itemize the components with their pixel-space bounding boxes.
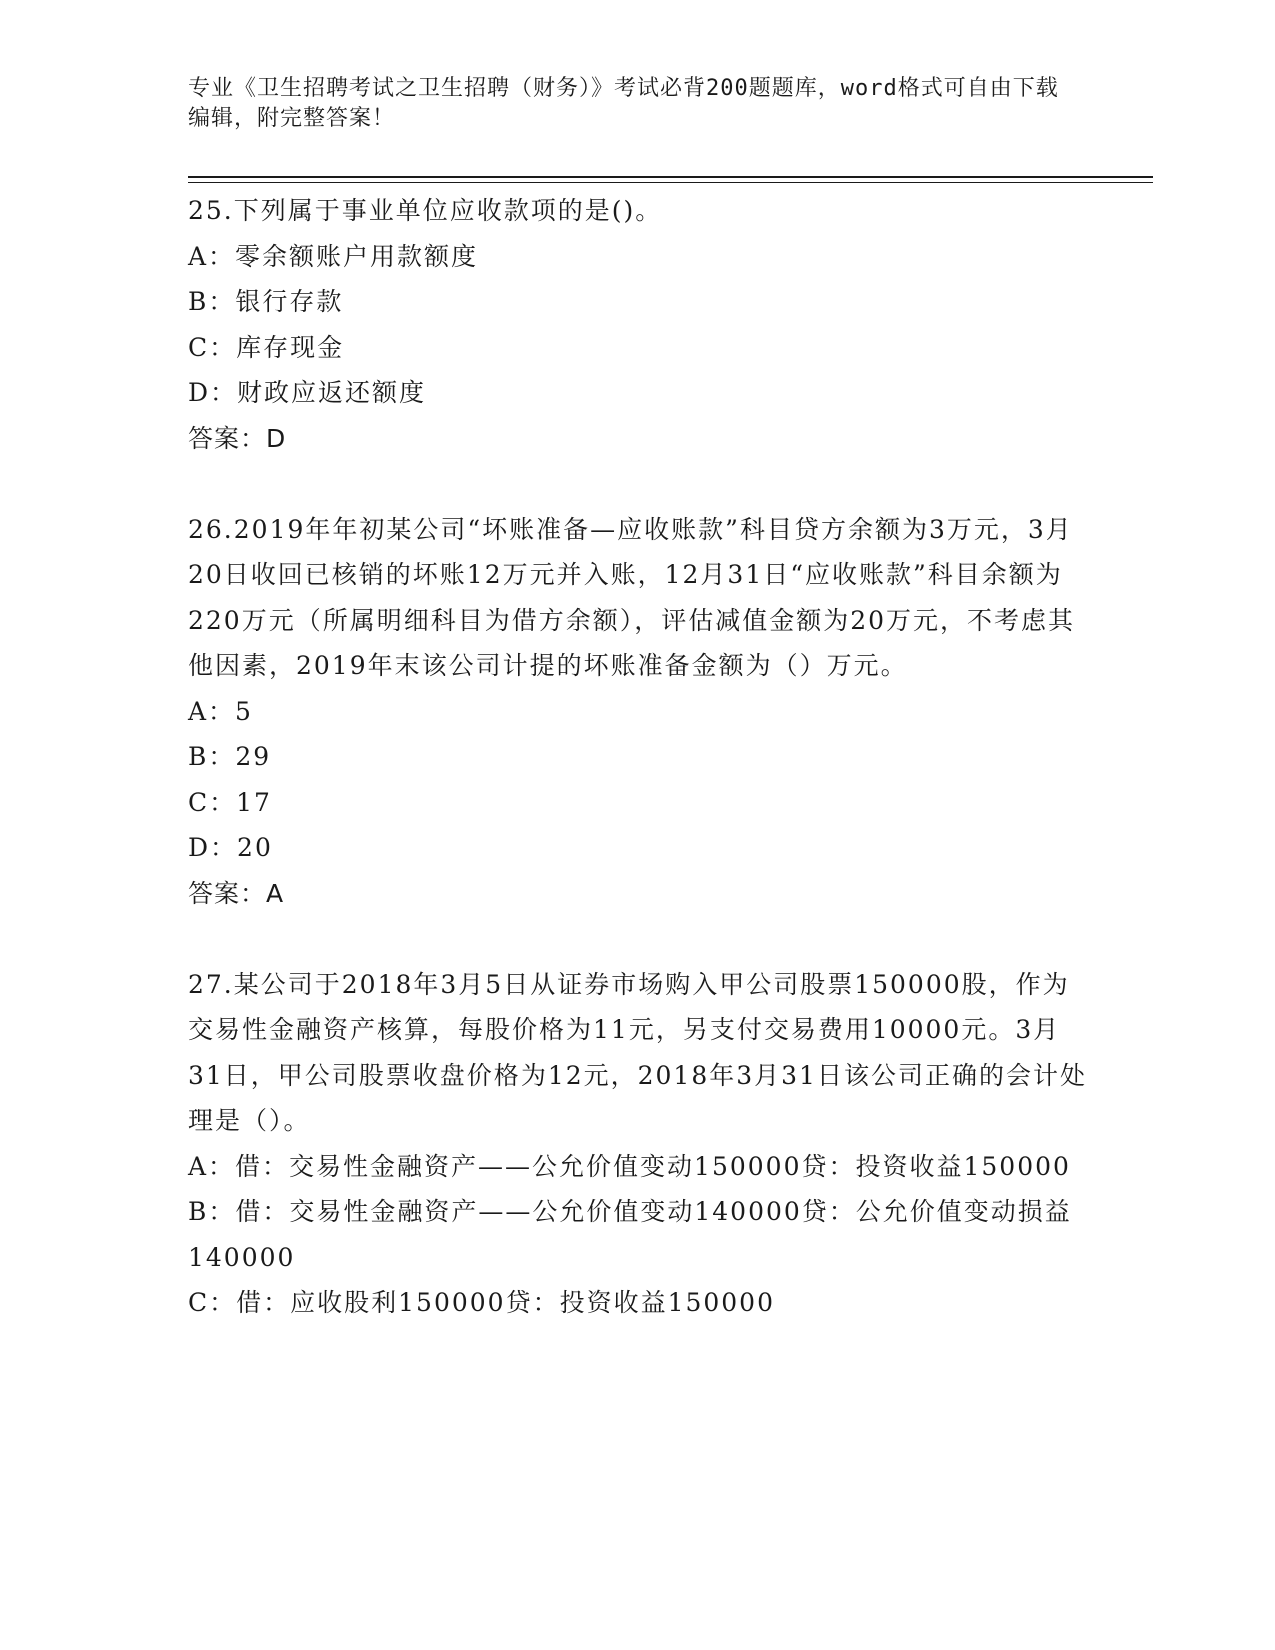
question-list [188, 188, 1088, 1326]
option-a: A：5 [188, 696, 253, 726]
option-c: C：库存现金 [188, 332, 345, 362]
document-header: 专业《卫生招聘考试之卫生招聘（财务）》考试必背200题题库，word格式可自由下载编辑，附完整答案！ [188, 76, 1059, 131]
option-a: A：零余额账户用款额度 [188, 241, 479, 271]
option-d: D：20 [188, 833, 273, 862]
header-divider-thin [188, 182, 1153, 183]
question-spacer [188, 916, 1088, 962]
question-stem: 25.下列属于事业单位应收款项的是()。 [188, 196, 663, 225]
answer-line: 答案：A [188, 878, 285, 908]
header-divider-thick [188, 176, 1153, 178]
option-b: B：银行存款 [188, 287, 344, 316]
option-a: A：借：交易性金融资产——公允价值变动150000贷：投资收益150000 [188, 1151, 1071, 1181]
option-c: C：17 [188, 787, 272, 817]
question-stem: 26.2019年年初某公司“坏账准备—应收账款”科目贷方余额为3万元，3月20日收回已核销的坏账12万元并入账，12月31日“应收账款”科目余额为220万元（所属明细科目为借方余额），评估减值金额为20万元，不考虑其他因素，2019年末该公司计提的坏账准备金额为（）万元。 [188, 514, 1076, 680]
question-26 [188, 507, 1088, 917]
question-spacer [188, 461, 1088, 507]
option-b: B：29 [188, 742, 272, 771]
option-c: C：借：应收股利150000贷：投资收益150000 [188, 1288, 775, 1317]
answer-line: 答案：D [188, 423, 287, 453]
question-25 [188, 188, 1088, 461]
option-d: D：财政应返还额度 [188, 378, 427, 407]
question-27 [188, 962, 1088, 1326]
option-b: B：借：交易性金融资产——公允价值变动140000贷：公允价值变动损益140000 [188, 1197, 1072, 1272]
question-stem: 27.某公司于2018年3月5日从证券市场购入甲公司股票150000股，作为交易性金融资产核算，每股价格为11元，另支付交易费用10000元。3月31日，甲公司股票收盘价格为12元，2018年3月31日该公司正确的会计处理是（）。 [188, 969, 1087, 1135]
